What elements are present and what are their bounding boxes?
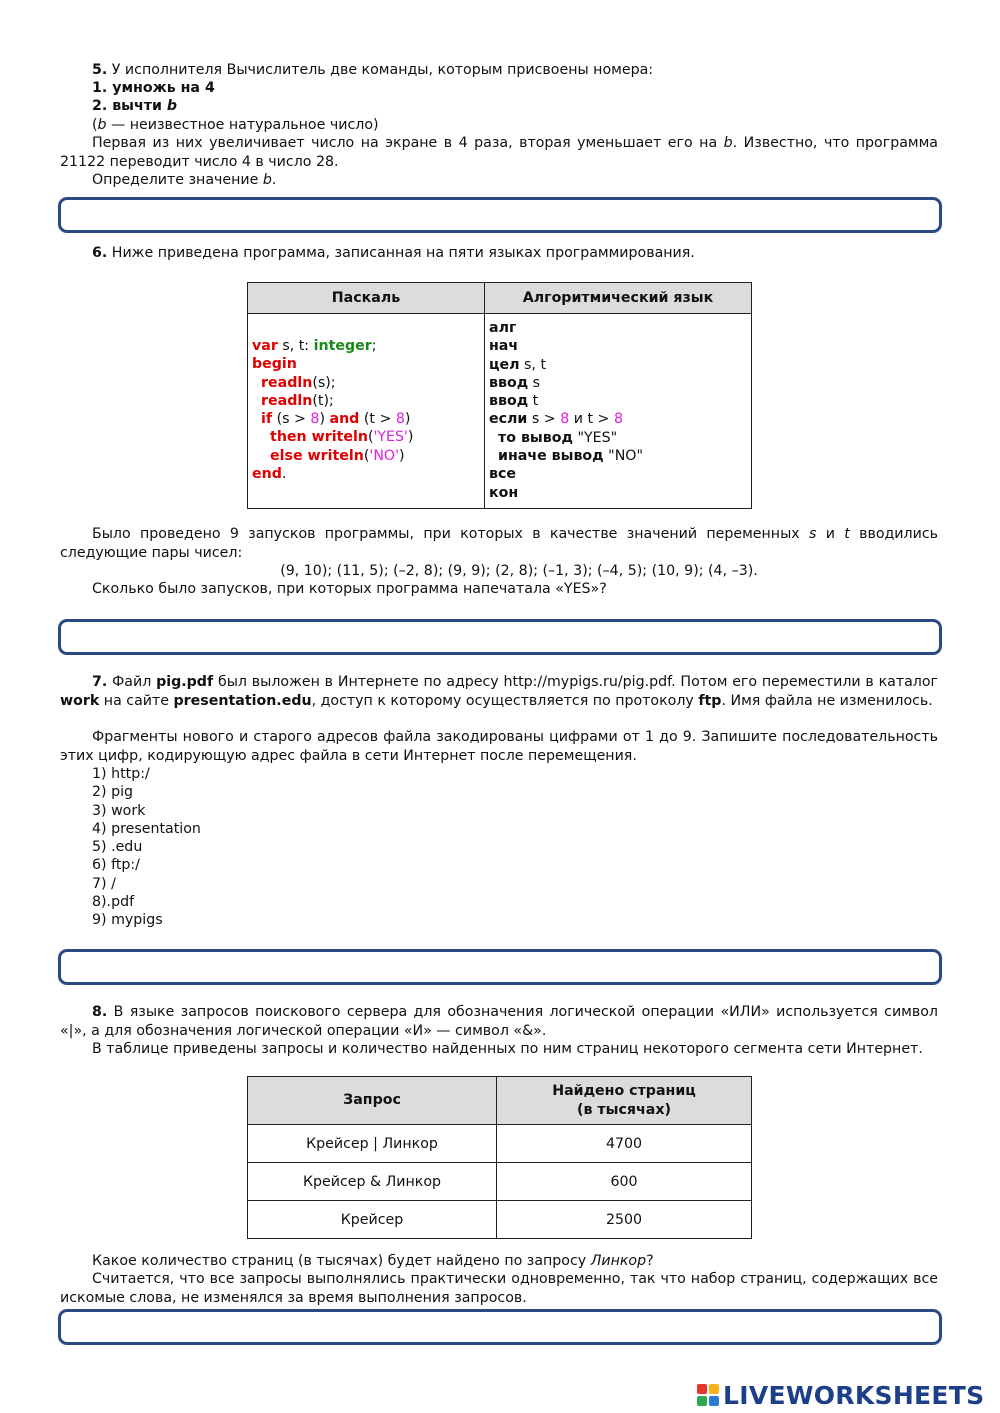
q7-option: 9) mypigs (92, 912, 163, 929)
q6-answer-input[interactable] (58, 619, 942, 655)
q6-pascal-code: var s, t: integer; begin readln(s); readln(t); if (s > 8) and (t > 8) then writeln('YES') else writeln('NO') end. (252, 338, 414, 483)
q8-col-query: Запрос (248, 1077, 497, 1125)
q5-intro: 5. У исполнителя Вычислитель две команды, которым присвоены номера: (92, 62, 654, 78)
q5-note: (b — неизвестное натуральное число) (92, 117, 379, 133)
q6-intro: 6. Ниже приведена программа, записанная на пяти языках программирования. (92, 245, 695, 261)
q5-answer-input[interactable] (58, 197, 942, 233)
q6-code-table (247, 282, 752, 509)
q8-query-table (247, 1076, 752, 1239)
q5-description: Первая из них увеличивает число на экране в 4 раза, вторая уменьшает его на b. Известно, что программа 21122 переводит число 4 в число 28. (60, 135, 938, 170)
q7-answer-input[interactable] (58, 949, 942, 985)
q6-algorithmic-code: алг нач цел s, t ввод s ввод t если s > 8 и t > 8 то вывод "YES" иначе вывод "NO" все кон (489, 320, 643, 501)
q5-command-1: 1. умножь на 4 (92, 80, 215, 96)
q7-option: 5) .edu (92, 839, 143, 856)
q5-command-2: 2. вычти b (92, 98, 178, 114)
q8-question: Какое количество страниц (в тысячах) будет найдено по запросу Линкор? (92, 1253, 654, 1269)
q5-question: Определите значение b. (92, 172, 277, 188)
q6-col-algorithmic: Алгоритмический язык (485, 283, 752, 314)
q8-note: Считается, что все запросы выполнялись практически одновременно, так что набор страниц, содержащих все искомые слова, не изменялся за время выполнения запросов. (60, 1271, 938, 1306)
q7-task: Фрагменты нового и старого адресов файла закодированы цифрами от 1 до 9. Запишите последовательность этих цифр, кодирующую адрес файла в сети Интернет после перемещения. (60, 729, 938, 764)
q7-option: 3) work (92, 802, 146, 819)
q6-pairs: (9, 10); (11, 5); (–2, 8); (9, 9); (2, 8); (–1, 3); (–4, 5); (10, 9); (4, –3). (280, 563, 758, 579)
table-row: Крейсер | Линкор 4700 (248, 1125, 752, 1163)
q6-col-pascal: Паскаль (248, 283, 485, 314)
table-row: Крейсер 2500 (248, 1201, 752, 1239)
q7-option: 8).pdf (92, 894, 135, 911)
q7-description: 7. Файл pig.pdf был выложен в Интернете по адресу http://mypigs.ru/pig.pdf. Потом его переместили в каталог work на сайте presentation.edu, доступ к которому осуществляется по протоколу ftp. Имя файла не изменилось. (60, 674, 938, 709)
logo-square (697, 1396, 707, 1406)
q8-description: 8. В языке запросов поискового сервера для обозначения логической операции «ИЛИ» используется символ «|», а для обозначения логической операции «И» — символ «&». (60, 1004, 938, 1039)
q7-option: 4) presentation (92, 820, 201, 837)
q7-options (92, 765, 201, 930)
q8-table-intro: В таблице приведены запросы и количество найденных по ним страниц некоторого сегмента сети Интернет. (92, 1041, 923, 1057)
q7-option: 2) pig (92, 784, 134, 801)
q8-answer-input[interactable] (58, 1309, 942, 1345)
q7-option: 7) / (92, 875, 116, 892)
logo-text: LIVEWORKSHEETS (723, 1380, 985, 1410)
q8-col-pages: Найдено страниц (в тысячах) (497, 1077, 752, 1125)
liveworksheets-logo[interactable] (697, 1380, 984, 1410)
table-row: Крейсер & Линкор 600 (248, 1163, 752, 1201)
logo-square (709, 1384, 719, 1394)
q6-question: Сколько было запусков, при которых программа напечатала «YES»? (92, 581, 607, 597)
logo-square (709, 1396, 719, 1406)
q6-runs-text: Было проведено 9 запусков программы, при которых в качестве значений переменных s и t вводились следующие пары чисел: (60, 526, 938, 561)
logo-square (697, 1384, 707, 1394)
logo-grid-icon (697, 1384, 719, 1406)
q7-option: 6) ftp:/ (92, 857, 140, 874)
q7-option: 1) http:/ (92, 766, 150, 782)
